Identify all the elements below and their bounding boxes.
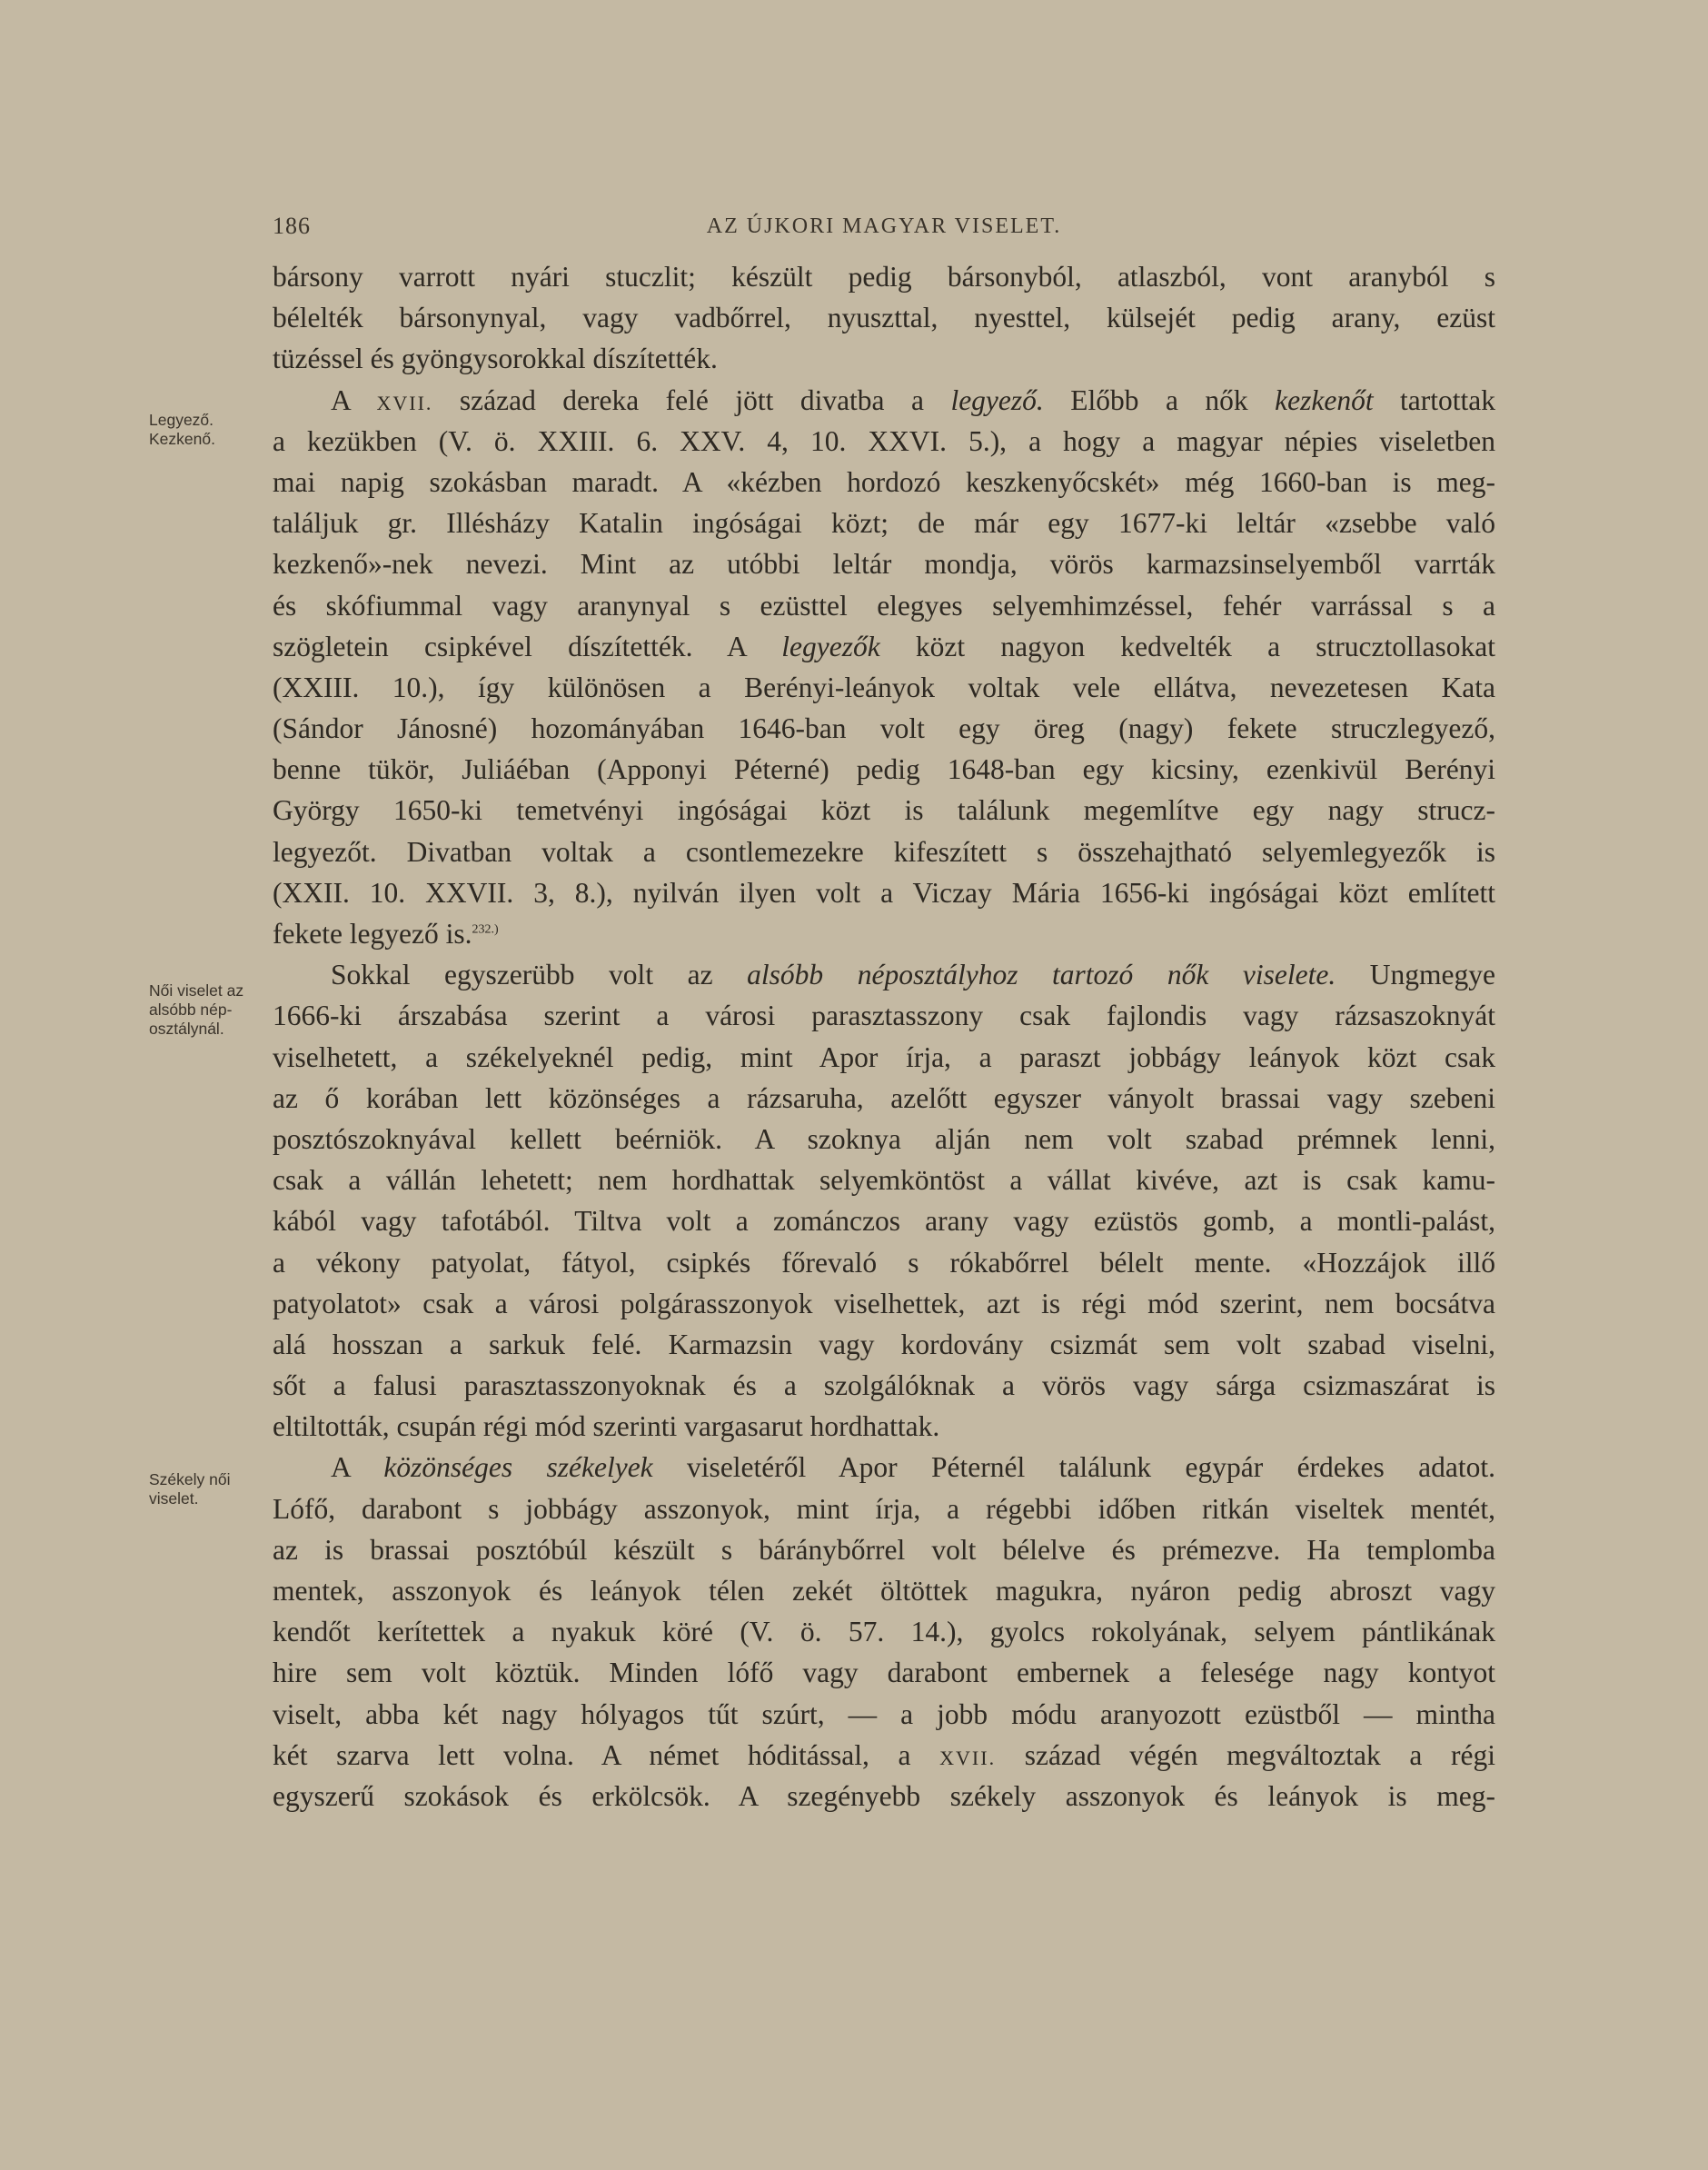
text-line: fekete legyező is.$^{232.)}$: [273, 918, 499, 950]
text-line: eltiltották, csupán régi mód szerinti vargasarut hordhattak.: [273, 1410, 940, 1443]
text-line: (Sándor Jánosné) hozományában 1646-ban volt egy öreg (nagy) fekete struczlegyező,: [273, 712, 1495, 745]
margin-note-noi-viselet: [149, 981, 267, 1039]
text-line: találjuk gr. Illésházy Katalin ingóságai közt; de már egy 1677-ki leltár «zsebbe való: [273, 507, 1495, 540]
text-line: az ő korában lett közönséges a rázsaruha, azelőtt egyszer ványolt brassai vagy szebeni: [273, 1081, 1495, 1114]
text-line: kezkenő»-nek nevezi. Mint az utóbbi leltár mondja, vörös karmazsinselyemből varrták: [273, 548, 1495, 581]
text-line: tüzéssel és gyöngysorokkal díszítették.: [273, 343, 718, 375]
text-line: benne tükör, Juliáéban (Apponyi Péterné) pedig 1648-ban egy kicsiny, ezenkivül Berényi: [273, 753, 1495, 786]
text-line: szögletein csipkével díszítették. A legyezők közt nagyon kedvelték a strucztollasokat: [273, 630, 1495, 662]
text-line: alá hosszan a sarkuk felé. Karmazsin vagy kordovány csizmát sem volt szabad viselni,: [273, 1328, 1495, 1360]
text-line: patyolatot» csak a városi polgárasszonyok viselhettek, azt is régi mód szerint, nem bocsátva: [273, 1287, 1495, 1319]
margin-note-szekely: [149, 1470, 267, 1508]
text-line: a vékony patyolat, fátyol, csipkés főrevaló s rókabőrrel bélelt mente. «Hozzájok illő: [273, 1246, 1495, 1279]
margin-note-line: viselet.: [149, 1489, 199, 1508]
margin-note-line: Székely női: [149, 1470, 231, 1488]
margin-note-line: Legyező.: [149, 411, 214, 429]
text-line: 1666-ki árszabása szerint a városi parasztasszony csak fajlondis vagy rázsaszoknyát: [273, 1000, 1495, 1032]
text-line: kendőt kerítettek a nyakuk köré (V. ö. 57. 14.), gyolcs rokolyának, selyem pántlikának: [273, 1616, 1495, 1648]
text-line: az is brassai posztóbúl készült s báránybőrrel volt bélelve és prémezve. Ha templomba: [273, 1533, 1495, 1566]
footnote-ref: 232.): [472, 922, 499, 937]
text-line: György 1650-ki temetvényi ingóságai közt is találunk megemlítve egy nagy strucz-: [273, 794, 1495, 827]
text-line: és skófiummal vagy aranynyal s ezüsttel elegyes selyemhimzéssel, fehér varrással s a: [273, 589, 1495, 622]
text-line: viselhetett, a székelyeknél pedig, mint Apor írja, a paraszt jobbágy leányok közt csak: [273, 1040, 1495, 1073]
text-line: mentek, asszonyok és leányok télen zekét öltöttek magukra, nyáron pedig abroszt vagy: [273, 1575, 1495, 1607]
text-line: sőt a falusi parasztasszonyoknak és a szolgálóknak a vörös vagy sárga csizmaszárat is: [273, 1369, 1495, 1402]
margin-note-line: Kezkenő.: [149, 430, 215, 448]
text-line: bélelték bársonynyal, vagy vadbőrrel, nyuszttal, nyesttel, külsejét pedig arany, ezüst: [273, 302, 1495, 334]
text-line: viselt, abba két nagy hólyagos tűt szúrt, — a jobb módu aranyozott ezüstből — mintha: [273, 1697, 1495, 1730]
text-line: mai napig szokásban maradt. A «kézben hordozó keszkenyőcskét» még 1660-ban is meg-: [273, 465, 1495, 498]
page-number: 186: [273, 213, 311, 239]
text-line: Sokkal egyszerübb volt az alsóbb néposztályhoz tartozó nők viselete. Ungmegye: [331, 959, 1495, 991]
text-line: a kezükben (V. ö. XXIII. 6. XXV. 4, 10. XXVI. 5.), a hogy a magyar népies viseletben: [273, 424, 1495, 457]
text-line: (XXII. 10. XXVII. 3, 8.), nyilván ilyen volt a Viczay Mária 1656-ki ingóságai közt említett: [273, 876, 1495, 909]
text-line: posztószoknyával kellett beérniök. A szoknya alján nem volt szabad prémnek lenni,: [273, 1122, 1495, 1155]
running-title: AZ ÚJKORI MAGYAR VISELET.: [706, 214, 1062, 238]
text-line: hire sem volt köztük. Minden lófő vagy darabont embernek a felesége nagy kontyot: [273, 1657, 1495, 1689]
text-line: két szarva lett volna. A német hóditással, a XVII. század végén megváltoztak a régi: [273, 1738, 1496, 1771]
text-line: (XXIII. 10.), így különösen a Berényi-leányok voltak vele ellátva, nevezetesen Kata: [273, 671, 1495, 703]
text-line: csak a vállán lehetett; nem hordhattak selyemköntöst a vállat kivéve, azt is csak kamu-: [273, 1164, 1495, 1197]
margin-note-legyezo: [149, 411, 267, 449]
margin-note-line: alsóbb nép-: [149, 1000, 233, 1019]
margin-note-line: osztálynál.: [149, 1020, 224, 1038]
text-line: Lófő, darabont s jobbágy asszonyok, mint írja, a régebbi időben ritkán viseltek mentét,: [273, 1492, 1495, 1525]
page-header: [273, 213, 1495, 249]
text-line: A XVII. század dereka felé jött divatba a legyező. Előbb a nők kezkenőt tartottak: [331, 383, 1496, 416]
body-text: [273, 256, 1495, 1817]
text-line: legyezőt. Divatban voltak a csontlemezekre kifeszített s összehajtható selyemlegyezők is: [273, 835, 1495, 868]
margin-note-line: Női viselet az: [149, 981, 244, 1000]
text-line: kából vagy tafotából. Tiltva volt a zománczos arany vagy ezüstös gomb, a montli-palást,: [273, 1205, 1495, 1238]
text-line: bársony varrott nyári stuczlit; készült pedig bársonyból, atlaszból, vont aranyból s: [273, 261, 1495, 293]
text-line: A közönséges székelyek viseletéről Apor Péternél találunk egypár érdekes adatot.: [331, 1451, 1495, 1484]
text-line: egyszerű szokások és erkölcsök. A szegényebb székely asszonyok és leányok is meg-: [273, 1779, 1495, 1812]
